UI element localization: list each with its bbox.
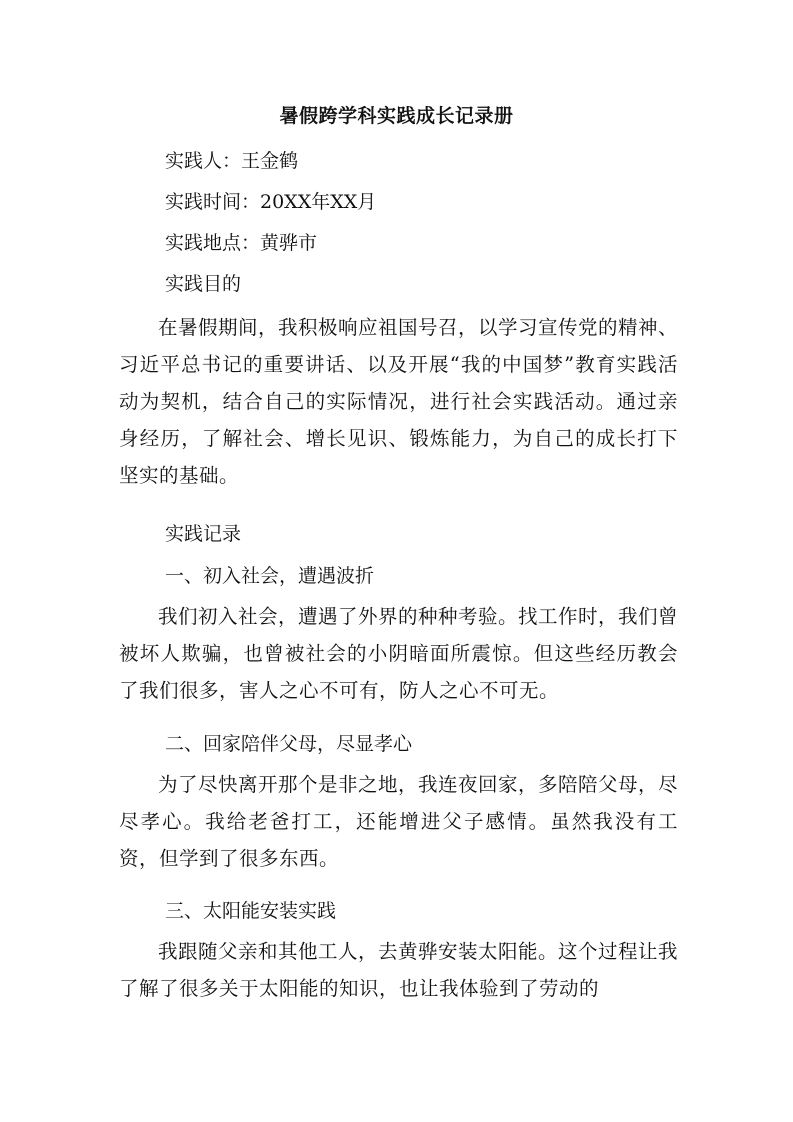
section-3-paragraph: 我跟随父亲和其他工人，去黄骅安装太阳能。这个过程让我了解了很多关于太阳能的知识，也让我体验到了劳动的 <box>119 940 679 1000</box>
practice-location-line: 实践地点：黄骅市 <box>165 232 318 254</box>
record-heading: 实践记录 <box>165 523 242 545</box>
section-3-heading: 三、太阳能安装实践 <box>165 900 337 922</box>
section-2-heading: 二、回家陪伴父母，尽显孝心 <box>165 733 413 755</box>
practitioner-line: 实践人：王金鹤 <box>165 150 299 172</box>
section-1-paragraph: 我们初入社会，遭遇了外界的种种考验。找工作时，我们曾被坏人欺骗，也曾被社会的小阴暗面所震惊。但这些经历教会了我们很多，害人之心不可有，防人之心不可无。 <box>119 605 679 702</box>
section-1-heading: 一、初入社会，遭遇波折 <box>165 565 375 587</box>
section-2-paragraph: 为了尽快离开那个是非之地，我连夜回家，多陪陪父母，尽尽孝心。我给老爸打工，还能增进父子感情。虽然我没有工资，但学到了很多东西。 <box>119 773 679 870</box>
purpose-heading: 实践目的 <box>165 273 242 295</box>
purpose-paragraph: 在暑假期间，我积极响应祖国号召，以学习宣传党的精神、习近平总书记的重要讲话、以及开展“我的中国梦”教育实践活动为契机，结合自己的实际情况，进行社会实践活动。通过亲身经历，了解社会、增长见识、锻炼能力，为自己的成长打下坚实的基础。 <box>119 316 679 487</box>
practice-time-line: 实践时间：20XX年XX月 <box>165 191 377 213</box>
document-title: 暑假跨学科实践成长记录册 <box>279 105 514 127</box>
